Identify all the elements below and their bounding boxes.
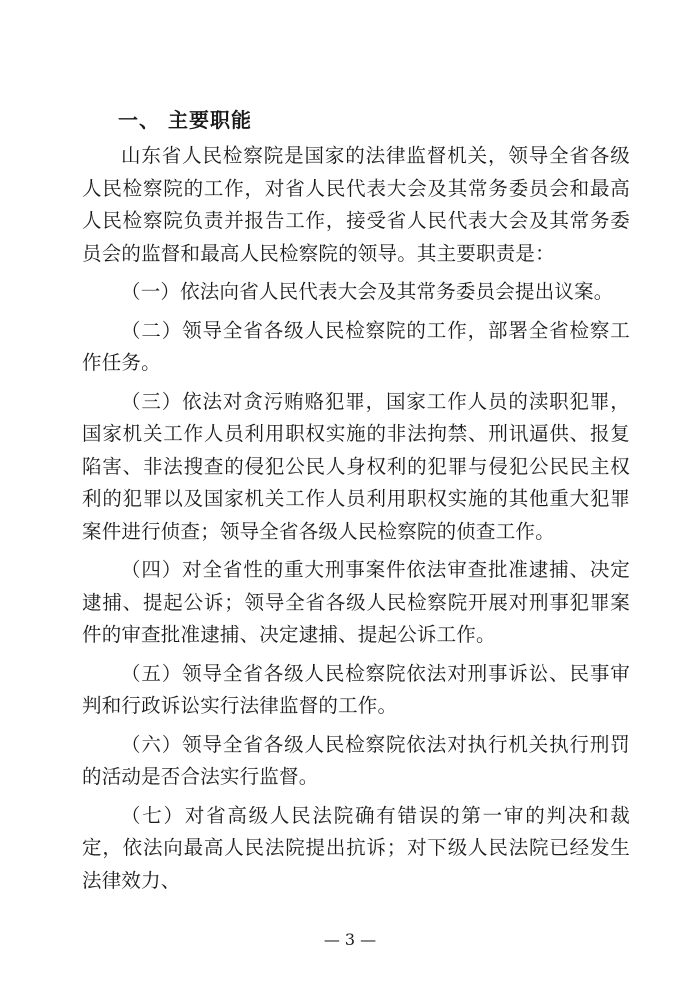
paragraph-intro: 山东省人民检察院是国家的法律监督机关，领导全省各级人民检察院的工作，对省人民代表大会及其常务委员会和最高人民检察院负责并报告工作，接受省人民代表大会及其常务委员会的监督和最高人民检察院的领导。其主要职责是：	[82, 144, 630, 265]
paragraph-item-7: （七）对省高级人民法院确有错误的第一审的判决和裁定，依法向最高人民法院提出抗诉；对下级人民法院已经发生法律效力、	[82, 803, 630, 892]
page-number: — 3 —	[323, 930, 377, 949]
paragraph-item-2: （二）领导全省各级人民检察院的工作，部署全省检察工作任务。	[82, 318, 630, 374]
section-heading: 一、 主要职能	[118, 108, 252, 132]
paragraph-item-4: （四）对全省性的重大刑事案件依法审查批准逮捕、决定逮捕、提起公诉；领导全省各级人民检察院开展对刑事犯罪案件的审查批准逮捕、决定逮捕、提起公诉工作。	[82, 558, 630, 646]
paragraph-item-1: （一）依法向省人民代表大会及其常务委员会提出议案。	[121, 280, 614, 303]
body-text	[82, 140, 630, 903]
paragraph-item-6: （六）领导全省各级人民检察院依法对执行机关执行刑罚的活动是否合法实行监督。	[82, 732, 630, 788]
paragraph-item-5: （五）领导全省各级人民检察院依法对刑事诉讼、民事审判和行政诉讼实行法律监督的工作。	[82, 661, 630, 717]
paragraph-item-3: （三）依法对贪污贿赂犯罪，国家工作人员的渎职犯罪，国家机关工作人员利用职权实施的非法拘禁、刑讯逼供、报复陷害、非法搜查的侵犯公民人身权利的犯罪与侵犯公民民主权利的犯罪以及国家机关工作人员利用职权实施的其他重大犯罪案件进行侦查；领导全省各级人民检察院的侦查工作。	[82, 389, 630, 543]
